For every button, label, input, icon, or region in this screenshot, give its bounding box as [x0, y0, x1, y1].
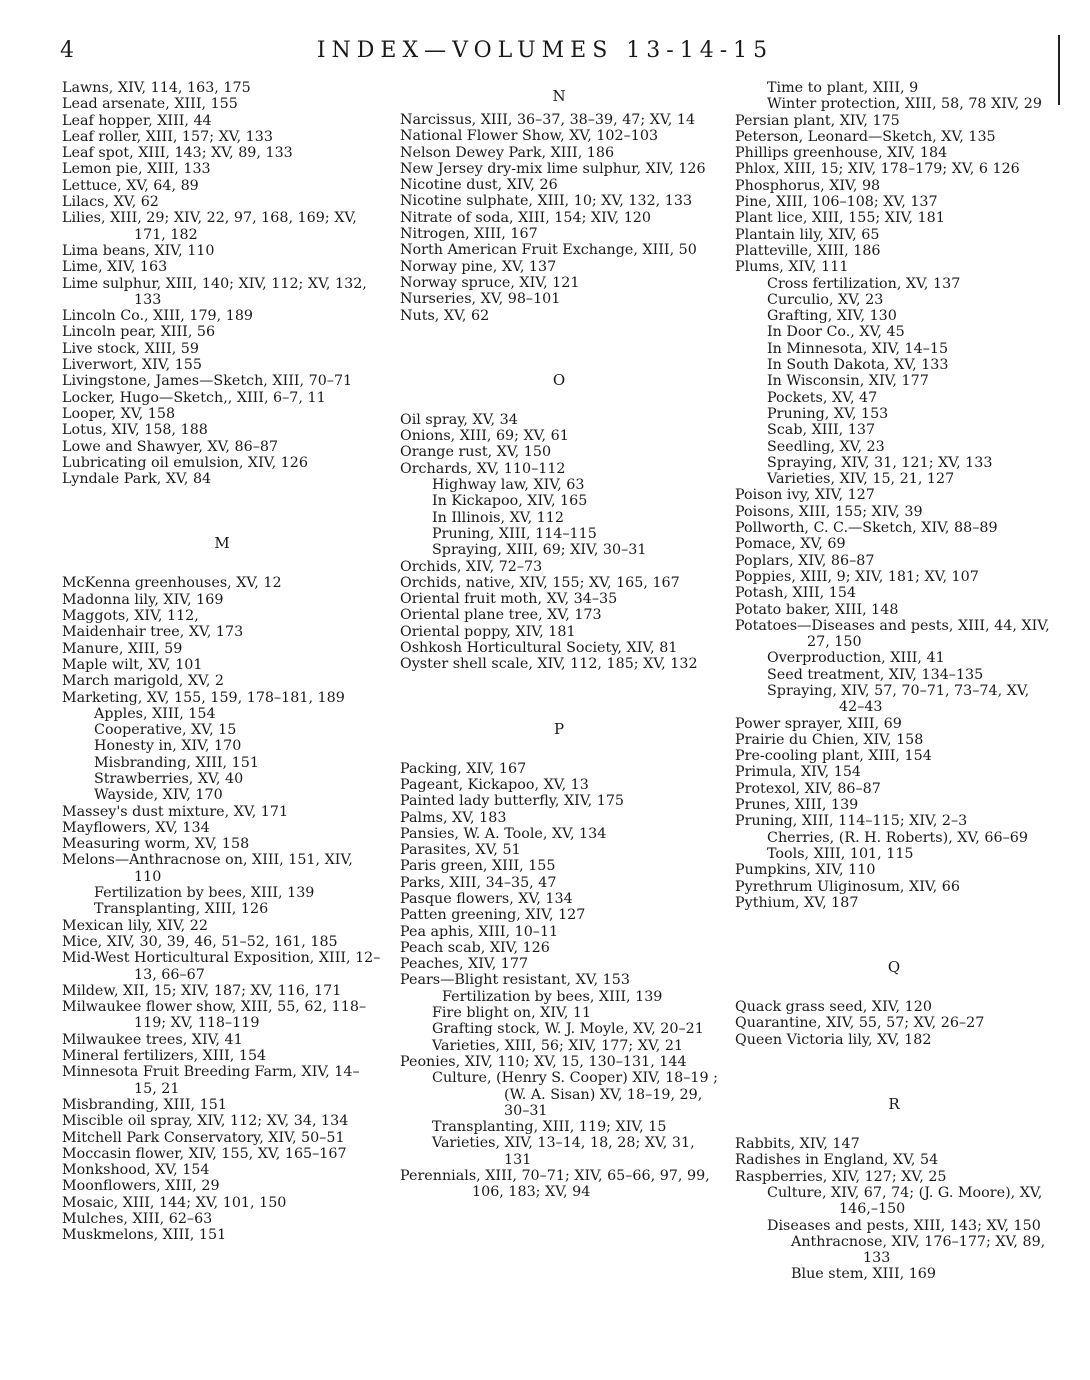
index-entry: Nelson Dewey Park, XIII, 186 — [400, 144, 615, 161]
index-entry: Nitrogen, XIII, 167 — [400, 226, 538, 243]
index-subentry: Misbranding, XIII, 151 — [94, 754, 259, 771]
index-subentry: Overproduction, XIII, 41 — [767, 650, 945, 667]
index-subentry: Curculio, XV, 23 — [767, 291, 884, 308]
index-entry: Monkshood, XV, 154 — [62, 1162, 210, 1179]
index-entry: Livingstone, James—Sketch, XIII, 70–71 — [62, 373, 353, 390]
index-entry: Pears—Blight resistant, XV, 153 — [400, 972, 630, 989]
index-entry: Norway pine, XV, 137 — [400, 258, 557, 275]
index-subentry: Pruning, XV, 153 — [767, 405, 889, 422]
index-entry: Prunes, XIII, 139 — [735, 797, 859, 814]
section-letter: Q — [887, 958, 901, 977]
index-entry: Maple wilt, XV, 101 — [62, 656, 203, 673]
index-entry: Plums, XIV, 111 — [735, 259, 849, 276]
index-subentry: Cross fertilization, XV, 137 — [767, 275, 961, 292]
index-subentry: Varieties, XIII, 56; XIV, 177; XV, 21 — [432, 1037, 684, 1054]
index-entry: Marketing, XV, 155, 159, 178–181, 189 — [62, 689, 345, 706]
index-entry: Paris green, XIII, 155 — [400, 858, 556, 875]
margin-rule — [1058, 35, 1060, 105]
index-entry: Peonies, XIV, 110; XV, 15, 130–131, 144 — [400, 1053, 687, 1070]
index-entry: Prairie du Chien, XIV, 158 — [735, 731, 924, 748]
index-subentry: Strawberries, XV, 40 — [94, 770, 244, 787]
index-entry: Painted lady butterfly, XIV, 175 — [400, 793, 625, 810]
index-entry: Quarantine, XIV, 55, 57; XV, 26–27 — [735, 1015, 985, 1032]
index-entry: Narcissus, XIII, 36–37, 38–39, 47; XV, 14 — [400, 112, 696, 128]
index-entry: Orchards, XV, 110–112 — [400, 460, 566, 477]
index-entry: Persian plant, XIV, 175 — [735, 112, 900, 129]
index-entry: Nurseries, XV, 98–101 — [400, 291, 561, 308]
index-entry: Measuring worm, XV, 158 — [62, 836, 250, 853]
index-entry: Lowe and Shawyer, XV, 86–87 — [62, 438, 279, 455]
index-subentry: Seed treatment, XIV, 134–135 — [767, 666, 984, 683]
index-entry: Manure, XIII, 59 — [62, 640, 183, 657]
index-entry: Lilies, XIII, 29; XIV, 22, 97, 168, 169; XV, 171, 182 — [62, 210, 357, 243]
section-letter: N — [552, 87, 566, 105]
section-letter: M — [214, 534, 230, 553]
index-entry: Leaf roller, XIII, 157; XV, 133 — [62, 128, 273, 145]
index-subentry: In South Dakota, XV, 133 — [767, 357, 949, 374]
index-entry: New Jersey dry-mix lime sulphur, XIV, 126 — [400, 160, 706, 177]
index-entry: Mineral fertilizers, XIII, 154 — [62, 1048, 267, 1065]
index-entry: Onions, XIII, 69; XV, 61 — [400, 428, 569, 445]
index-entry: Pollworth, C. C.—Sketch, XIV, 88–89 — [735, 520, 998, 537]
index-subentry: Seedling, XV, 23 — [767, 438, 885, 455]
index-entry: Oriental plane tree, XV, 173 — [400, 607, 602, 624]
index-entry: Melons—Anthracnose on, XIII, 151, XIV, 110 — [62, 852, 353, 885]
index-entry: Oriental poppy, XIV, 181 — [400, 623, 576, 640]
index-entry: Oshkosh Horticultural Society, XIV, 81 — [400, 640, 678, 657]
index-entry: Pea aphis, XIII, 10–11 — [400, 923, 559, 940]
index-entry: Pasque flowers, XV, 134 — [400, 890, 573, 907]
index-entry: Lincoln Co., XIII, 179, 189 — [62, 308, 254, 325]
index-entry: Poisons, XIII, 155; XIV, 39 — [735, 503, 923, 520]
index-column-3 — [735, 80, 1053, 1283]
index-entry: Lemon pie, XIII, 133 — [62, 161, 211, 178]
index-subentry: Highway law, XIV, 63 — [432, 477, 585, 494]
index-entry: Pine, XIII, 106–108; XV, 137 — [735, 194, 938, 211]
index-entry: Liverwort, XIV, 155 — [62, 357, 202, 374]
index-entry: Pansies, W. A. Toole, XV, 134 — [400, 825, 607, 842]
index-entry: Lime sulphur, XIII, 140; XIV, 112; XV, 132, 133 — [62, 275, 367, 308]
index-entry: Oyster shell scale, XIV, 112, 185; XV, 132 — [400, 656, 698, 673]
index-entry: Parasites, XV, 51 — [400, 842, 521, 859]
index-entry: Protexol, XIV, 86–87 — [735, 780, 881, 797]
index-entry: Orange rust, XV, 150 — [400, 444, 552, 461]
index-entry: Massey's dust mixture, XV, 171 — [62, 803, 289, 820]
index-entry: McKenna greenhouses, XV, 12 — [62, 575, 282, 592]
index-entry: Leaf hopper, XIII, 44 — [62, 112, 212, 129]
index-entry: Platteville, XIII, 186 — [735, 242, 881, 259]
index-subentry: Diseases and pests, XIII, 143; XV, 150 — [767, 1217, 1041, 1234]
index-entry: Pythium, XV, 187 — [735, 894, 859, 911]
index-subentry: In Kickapoo, XIV, 165 — [432, 493, 588, 510]
section-letter: P — [553, 719, 565, 738]
index-entry: Milwaukee trees, XIV, 41 — [62, 1031, 243, 1048]
index-entry: Primula, XIV, 154 — [735, 764, 862, 781]
index-entry: National Flower Show, XV, 102–103 — [400, 128, 659, 145]
index-subentry: Cooperative, XV, 15 — [94, 722, 237, 739]
index-entry: Patten greening, XIV, 127 — [400, 907, 586, 924]
index-entry: Pyrethrum Uliginosum, XIV, 66 — [735, 878, 960, 895]
index-entry: Moonflowers, XIII, 29 — [62, 1178, 220, 1195]
index-subentry: Culture, (Henry S. Cooper) XIV, 18–19 ; (W. A. Sisan) XV, 18–19, 29, 30–31 — [432, 1070, 718, 1119]
index-entry: Palms, XV, 183 — [400, 809, 507, 826]
index-entry: Nitrate of soda, XIII, 154; XIV, 120 — [400, 209, 651, 226]
index-entry: Power sprayer, XIII, 69 — [735, 715, 902, 732]
index-entry: Lead arsenate, XIII, 155 — [62, 96, 238, 113]
index-entry: Oil spray, XV, 34 — [400, 411, 518, 428]
index-entry: Radishes in England, XV, 54 — [735, 1152, 939, 1169]
index-entry: Mice, XIV, 30, 39, 46, 51–52, 161, 185 — [62, 933, 338, 950]
index-subentry: In Illinois, XV, 112 — [432, 509, 564, 526]
index-entry: Orchids, native, XIV, 155; XV, 165, 167 — [400, 574, 680, 591]
index-subentry: Varieties, XIV, 13–14, 18, 28; XV, 31, 131 — [432, 1135, 695, 1168]
index-entry: Lilacs, XV, 62 — [62, 194, 159, 211]
index-entry: Peterson, Leonard—Sketch, XV, 135 — [735, 128, 996, 145]
index-entry: Lima beans, XIV, 110 — [62, 242, 215, 259]
index-entry: Peaches, XIV, 177 — [400, 956, 529, 973]
section-letter: O — [552, 370, 566, 389]
index-subentry: Anthracnose, XIV, 176–177; XV, 89, 133 — [791, 1233, 1046, 1267]
index-entry: Mulches, XIII, 62–63 — [62, 1211, 213, 1227]
index-entry: Quack grass seed, XIV, 120 — [735, 999, 932, 1016]
index-entry: Norway spruce, XIV, 121 — [400, 274, 580, 291]
index-entry: Phosphorus, XIV, 98 — [735, 177, 881, 194]
index-entry: Pomace, XV, 69 — [735, 536, 846, 553]
index-entry: Parks, XIII, 34–35, 47 — [400, 874, 557, 891]
index-entry: March marigold, XV, 2 — [62, 673, 225, 690]
index-subentry: Tools, XIII, 101, 115 — [767, 845, 914, 862]
index-entry: Live stock, XIII, 59 — [62, 340, 200, 357]
index-entry: Lime, XIV, 163 — [62, 259, 168, 276]
index-entry: Peach scab, XIV, 126 — [400, 939, 550, 956]
index-entry: Madonna lily, XIV, 169 — [62, 591, 224, 608]
index-entry: Nicotine sulphate, XIII, 10; XV, 132, 133 — [400, 193, 693, 210]
index-subentry: Pockets, XV, 47 — [767, 389, 878, 406]
index-entry: Mayflowers, XV, 134 — [62, 819, 210, 836]
index-subentry: Transplanting, XIII, 126 — [94, 901, 269, 918]
index-subentry: Fertilization by bees, XIII, 139 — [442, 988, 663, 1005]
index-entry: Maidenhair tree, XV, 173 — [62, 624, 244, 641]
index-entry: Lincoln pear, XIII, 56 — [62, 324, 216, 341]
index-subentry: Spraying, XIV, 31, 121; XV, 133 — [767, 454, 993, 471]
index-entry: Lettuce, XV, 64, 89 — [62, 177, 199, 194]
index-entry: Mitchell Park Conservatory, XIV, 50–51 — [62, 1129, 345, 1146]
index-subentry: Pruning, XIII, 114–115 — [432, 525, 597, 542]
index-entry: North American Fruit Exchange, XIII, 50 — [400, 242, 697, 259]
index-subentry: Grafting stock, W. J. Moyle, XV, 20–21 — [432, 1021, 704, 1038]
index-subentry: Spraying, XIII, 69; XIV, 30–31 — [432, 542, 647, 559]
index-subentry: Spraying, XIV, 57, 70–71, 73–74, XV, 42–43 — [767, 682, 1030, 716]
index-entry: Mid-West Horticultural Exposition, XIII, 12–13, 66–67 — [62, 950, 381, 983]
page-number: 4 — [60, 38, 74, 63]
index-entry: Mosaic, XIII, 144; XV, 101, 150 — [62, 1194, 287, 1211]
index-entry: Pre-cooling plant, XIII, 154 — [735, 748, 932, 765]
index-entry: Pageant, Kickapoo, XV, 13 — [400, 776, 589, 793]
index-subentry: In Wisconsin, XIV, 177 — [767, 373, 929, 390]
index-entry: Poplars, XIV, 86–87 — [735, 552, 875, 569]
index-entry: Lotus, XIV, 158, 188 — [62, 422, 208, 439]
index-entry: Plantain lily, XIV, 65 — [735, 226, 880, 243]
index-entry: Oriental fruit moth, XV, 34–35 — [400, 591, 618, 608]
index-entry: Miscible oil spray, XIV, 112; XV, 34, 134 — [62, 1113, 349, 1130]
index-subentry: Fire blight on, XIV, 11 — [432, 1005, 592, 1022]
index-entry: Pruning, XIII, 114–115; XIV, 2–3 — [735, 813, 968, 830]
index-entry: Mildew, XII, 15; XIV, 187; XV, 116, 171 — [62, 982, 342, 999]
index-subentry: Transplanting, XIII, 119; XIV, 15 — [432, 1119, 667, 1136]
index-subentry: Varieties, XIV, 15, 21, 127 — [767, 471, 955, 488]
index-subentry: Honesty in, XIV, 170 — [94, 738, 242, 755]
index-entry: Potash, XIII, 154 — [735, 585, 857, 602]
index-subentry: Grafting, XIV, 130 — [767, 308, 897, 325]
index-subentry: In Minnesota, XIV, 14–15 — [767, 340, 949, 357]
index-entry: Rabbits, XIV, 147 — [735, 1136, 860, 1153]
index-entry: Milwaukee flower show, XIII, 55, 62, 118–119; XV, 118–119 — [62, 999, 367, 1032]
index-entry: Plant lice, XIII, 155; XIV, 181 — [735, 210, 945, 227]
index-entry: Poppies, XIII, 9; XIV, 181; XV, 107 — [735, 568, 979, 585]
index-entry: Orchids, XIV, 72–73 — [400, 558, 543, 575]
index-entry: Queen Victoria lily, XV, 182 — [735, 1031, 932, 1048]
index-subentry: Winter protection, XIII, 58, 78 XIV, 29 — [767, 96, 1042, 113]
index-entry: Phillips greenhouse, XIV, 184 — [735, 145, 948, 162]
index-entry: Nicotine dust, XIV, 26 — [400, 177, 558, 194]
index-entry: Phlox, XIII, 15; XIV, 178–179; XV, 6 126 — [735, 161, 1020, 178]
index-subentry: Fertilization by bees, XIII, 139 — [94, 885, 315, 902]
section-letter: R — [888, 1095, 900, 1114]
index-subentry: Cherries, (R. H. Roberts), XV, 66–69 — [767, 829, 1028, 846]
index-subentry: Wayside, XIV, 170 — [94, 787, 223, 804]
index-entry: Looper, XV, 158 — [62, 405, 176, 422]
index-entry: Misbranding, XIII, 151 — [62, 1096, 227, 1113]
index-entry: Perennials, XIII, 70–71; XIV, 65–66, 97, 99, 106, 183; XV, 94 — [400, 1168, 710, 1201]
index-subentry: Time to plant, XIII, 9 — [767, 80, 919, 96]
index-subentry: Culture, XIV, 67, 74; (J. G. Moore), XV, 146,–150 — [767, 1184, 1043, 1218]
index-entry: Packing, XIV, 167 — [400, 760, 527, 777]
index-subentry: In Door Co., XV, 45 — [767, 324, 905, 341]
index-entry: Lubricating oil emulsion, XIV, 126 — [62, 454, 308, 471]
index-entry: Nuts, XV, 62 — [400, 307, 490, 324]
index-entry: Leaf spot, XIII, 143; XV, 89, 133 — [62, 145, 293, 162]
index-entry: Poison ivy, XIV, 127 — [735, 487, 875, 504]
index-entry: Moccasin flower, XIV, 155, XV, 165–167 — [62, 1145, 347, 1162]
index-entry: Potatoes—Diseases and pests, XIII, 44, XIV, 27, 150 — [735, 617, 1050, 651]
index-column-1 — [62, 80, 382, 1244]
index-subentry: Apples, XIII, 154 — [94, 705, 216, 722]
index-entry: Muskmelons, XIII, 151 — [62, 1227, 227, 1244]
index-column-2 — [400, 80, 718, 1201]
index-entry: Minnesota Fruit Breeding Farm, XIV, 14–15, 21 — [62, 1064, 360, 1097]
index-entry: Locker, Hugo—Sketch,, XIII, 6–7, 11 — [62, 389, 326, 406]
index-entry: Potato baker, XIII, 148 — [735, 601, 899, 618]
index-subentry: Blue stem, XIII, 169 — [791, 1266, 936, 1283]
index-entry: Lyndale Park, XV, 84 — [62, 471, 212, 488]
index-entry: Mexican lily, XIV, 22 — [62, 917, 208, 934]
index-entry: Lawns, XIV, 114, 163, 175 — [62, 80, 251, 96]
index-subentry: Scab, XIII, 137 — [767, 422, 876, 439]
running-head: INDEX—VOLUMES 13-14-15 — [316, 38, 774, 63]
index-entry: Maggots, XIV, 112, — [62, 608, 199, 625]
index-entry: Raspberries, XIV, 127; XV, 25 — [735, 1168, 947, 1185]
index-entry: Pumpkins, XIV, 110 — [735, 862, 876, 879]
